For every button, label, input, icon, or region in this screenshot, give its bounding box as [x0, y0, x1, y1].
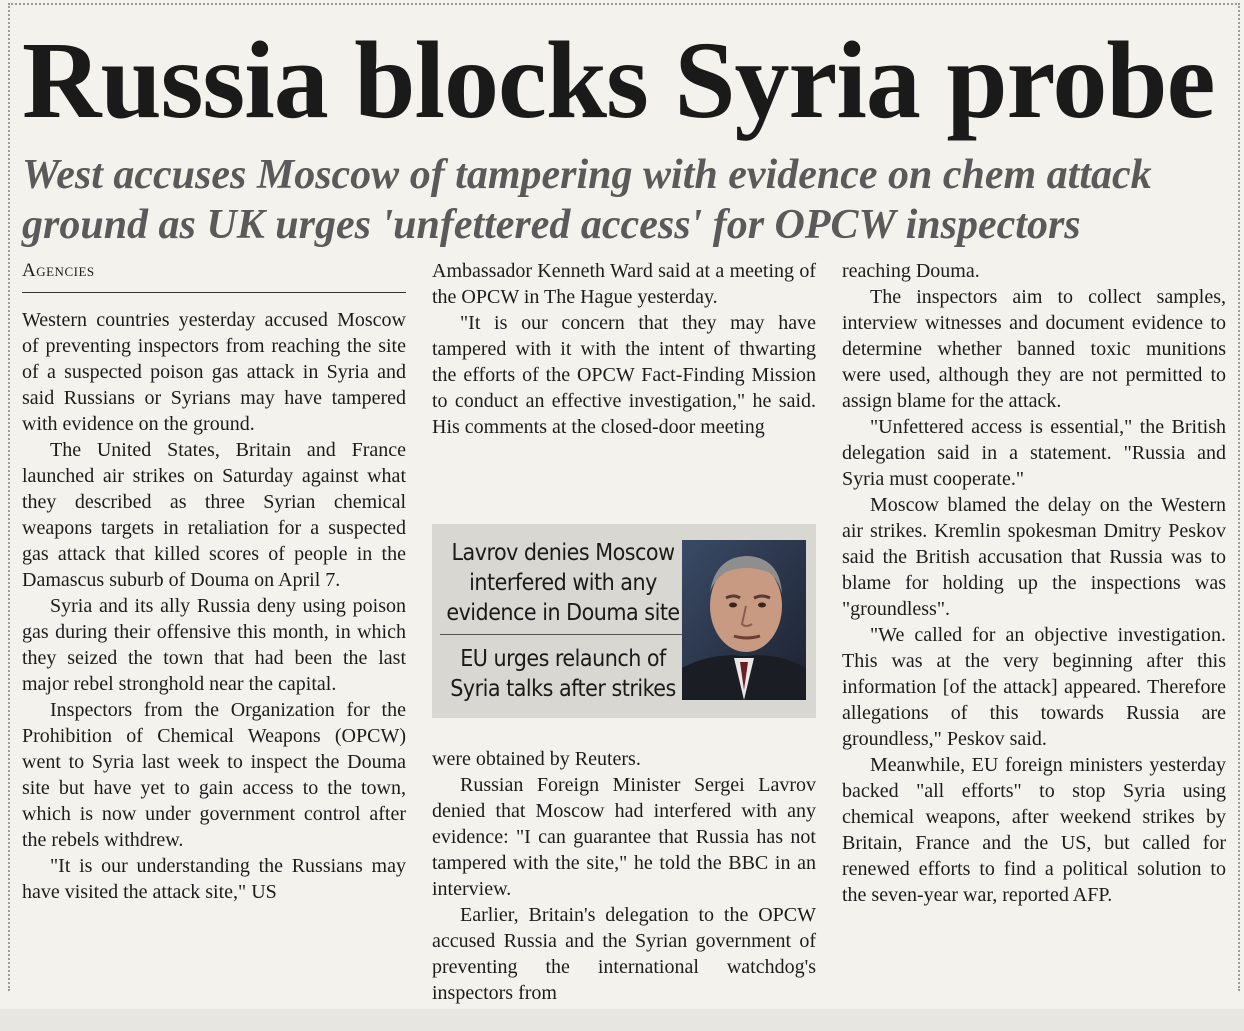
paragraph: The United States, Britain and France launched air strikes on Saturday against what they described as three Syrian chemical weapons targets in retaliation for a suspected gas attack that killed scores of people in the Damascus suburb of Douma on April 7. [22, 439, 406, 591]
paragraph: "It is our understanding the Russians may have visited the attack site," US [22, 855, 406, 903]
paragraph: Meanwhile, EU foreign ministers yesterday backed "all efforts" to stop Syria using chemical weapons, after weekend strikes by Britain, France and the US, but called for renewed efforts to find a political solution to the seven-year war, reported AFP. [842, 754, 1226, 906]
paragraph: The inspectors aim to collect samples, interview witnesses and document evidence to determine whether banned toxic munitions were used, although they are not permitted to assign blame for the attack. [842, 286, 1226, 412]
dotted-border-left [8, 3, 10, 991]
lavrov-photo [682, 540, 806, 700]
paragraph: "We called for an objective investigation. This was at the very beginning after this information [of the attack] appeared. Therefore allegations of this towards Russia are groundless," Peskov said. [842, 624, 1226, 750]
paragraph: Earlier, Britain's delegation to the OPCW accused Russia and the Syrian government of preventing the international watchdog's inspectors from [432, 904, 816, 1004]
dotted-border-right [1238, 3, 1240, 991]
pullquote-lavrov: Lavrov denies Moscow interfered with any evidence in Douma site [440, 538, 686, 635]
column-2-bottom [432, 746, 816, 1006]
paragraph: Western countries yesterday accused Moscow of preventing inspectors from reaching the site of a suspected poison gas attack in Syria and said Russians or Syrians may have tampered with evidence on the ground. [22, 309, 406, 435]
paragraph: were obtained by Reuters. [432, 748, 641, 770]
pullquote-box [432, 524, 816, 718]
paragraph: Inspectors from the Organization for the Prohibition of Chemical Weapons (OPCW) went to Syria last week to inspect the Douma site but have yet to gain access to the town, which is now under government control after the rebels withdrew. [22, 699, 406, 851]
paragraph: Russian Foreign Minister Sergei Lavrov denied that Moscow had interfered with any evidence: "I can guarantee that Russia has not tampered with the site," he told the BBC in an interview. [432, 774, 816, 900]
paragraph: Syria and its ally Russia deny using poison gas during their offensive this month, in which they seized the town that had been the last major rebel stronghold near the capital. [22, 595, 406, 695]
column-1 [22, 258, 406, 905]
portrait-image [682, 540, 806, 700]
column-2-top [432, 258, 816, 440]
paragraph: Moscow blamed the delay on the Western air strikes. Kremlin spokesman Dmitry Peskov said the British accusation that Russia was to blame for holding up the inspections was "groundless". [842, 494, 1226, 620]
paragraph: reaching Douma. [842, 260, 980, 282]
pullquote-eu: EU urges relaunch of Syria talks after strikes [450, 646, 676, 702]
byline: Agencies [22, 258, 406, 293]
paragraph: "Unfettered access is essential," the British delegation said in a statement. "Russia and Syria must cooperate." [842, 416, 1226, 490]
headline: Russia blocks Syria probe [22, 19, 1215, 141]
page-bottom-edge [0, 1009, 1244, 1031]
column-3 [842, 258, 1226, 908]
dotted-border-top [8, 3, 1240, 5]
paragraph: "It is our concern that they may have tampered with it with the intent of thwarting the efforts of the OPCW Fact-Finding Mission to conduct an effective investigation," he said. His comments at the closed-door meeting [432, 312, 816, 438]
subheadline: West accuses Moscow of tampering with evidence on chem attack ground as UK urges 'unfettered access' for OPCW inspectors [22, 152, 1152, 248]
paragraph: Ambassador Kenneth Ward said at a meeting of the OPCW in The Hague yesterday. [432, 260, 816, 308]
